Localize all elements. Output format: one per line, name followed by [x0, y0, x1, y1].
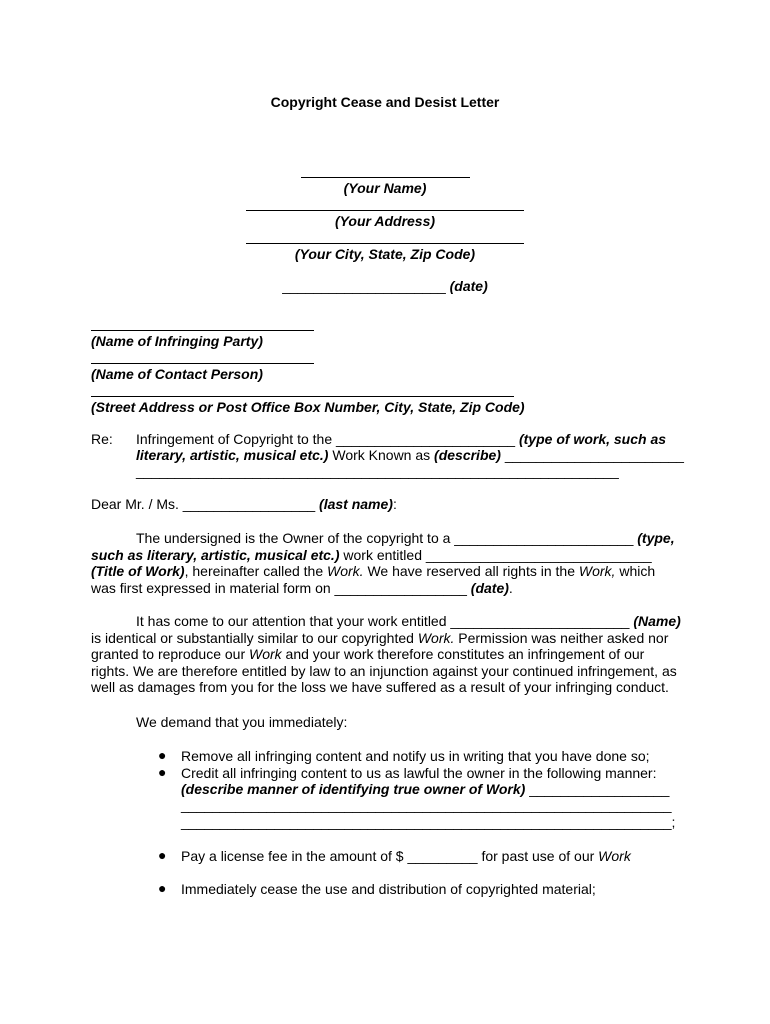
- your-city-line: [246, 243, 524, 244]
- bullet-icon: ●: [158, 847, 167, 863]
- p1-italic-work-1: Work.: [327, 563, 364, 579]
- credit-manner-blank: __________________: [525, 781, 670, 797]
- credit-manner-bold: (describe manner of identifying true owner of Work): [181, 781, 526, 797]
- p1-bold-date: (date): [470, 579, 509, 596]
- p2-text-2: is identical or substantially similar to our copyrighted: [91, 629, 418, 646]
- your-address-line: [246, 210, 524, 211]
- bullet-item-credit-line-3: _______________________________________________________________: [181, 797, 672, 813]
- re-line-1: [136, 431, 696, 448]
- bullet-icon: ●: [158, 747, 167, 763]
- bullet-item-remove: Remove all infringing content and notify us in writing that you have done so;: [181, 748, 650, 764]
- re-line-1-text: Infringement of Copyright to the _______________________: [136, 431, 519, 447]
- street-address-line: [91, 396, 514, 397]
- p1-italic-work-2: Work,: [578, 563, 616, 579]
- bullet-item-cease: Immediately cease the use and distribution of copyrighted material;: [181, 881, 596, 897]
- p2-bold-name: (Name): [633, 613, 681, 629]
- your-name-label: (Your Name): [343, 180, 427, 196]
- re-line-2: [136, 447, 684, 464]
- bullet-icon: ●: [158, 764, 167, 780]
- re-line-3: ______________________________________________________________: [136, 463, 619, 479]
- bullet-item-credit: Credit all infringing content to us as lawful the owner in the following manner:: [181, 765, 657, 781]
- p1-text-1: The undersigned is the Owner of the copyright to a _______________________: [136, 530, 638, 546]
- bullet-icon: ●: [158, 880, 167, 896]
- bullet-item-credit-line-4: _______________________________________________________________;: [181, 814, 676, 830]
- re-label: Re:: [91, 431, 113, 447]
- p1-bold-title: (Title of Work): [91, 563, 185, 579]
- re-line-1-bold: (type of work, such as: [518, 431, 667, 447]
- p2-text-4: and your work therefore constitutes an infringement of our rights. We are therefore entitled by law to an injunction against your continued infringement, as well as damages from you for the loss we have suffered as a result of your infringing conduct.: [91, 646, 677, 695]
- p1-text-5: which was first expressed in material form on _________________: [91, 563, 656, 596]
- license-fee-italic: Work: [598, 848, 631, 864]
- your-name-line: [301, 177, 470, 178]
- date-blank: _____________________: [282, 278, 446, 294]
- re-line-2-bold-2: (describe): [434, 447, 501, 463]
- p2-italic-work-1: Work.: [417, 629, 455, 646]
- contact-person-line: [91, 363, 314, 364]
- paragraph-ownership: [91, 530, 681, 596]
- salutation-colon: :: [392, 496, 397, 512]
- demand-statement: We demand that you immediately:: [136, 714, 348, 730]
- p1-text-3: , hereinafter called the: [184, 563, 328, 579]
- re-line-2-text: Work Known as: [328, 447, 435, 463]
- date-label: (date): [449, 278, 488, 294]
- salutation: [91, 496, 397, 513]
- p2-italic-work-2: Work: [249, 646, 282, 662]
- letter-title: Copyright Cease and Desist Letter: [270, 94, 500, 110]
- p1-bold-type: (type, such as literary, artistic, musical etc.): [91, 530, 675, 563]
- salutation-last-name: (last name): [319, 496, 393, 512]
- p1-text-6: .: [508, 579, 513, 596]
- your-address-label: (Your Address): [334, 213, 436, 229]
- infringing-party-label: (Name of Infringing Party): [91, 333, 263, 349]
- infringing-party-line: [91, 330, 314, 331]
- p1-text-4: We have reserved all rights in the: [363, 563, 579, 579]
- re-line-2-bold-1: literary, artistic, musical etc.): [136, 447, 329, 463]
- re-line-2-tail: _______________________: [500, 447, 684, 463]
- street-address-label: (Street Address or Post Office Box Number, City, State, Zip Code): [91, 399, 525, 415]
- p2-text-1: It has come to our attention that your work entitled _______________________: [136, 613, 634, 629]
- p1-text-2: work entitled _____________________________: [339, 546, 652, 563]
- paragraph-infringement: [91, 613, 681, 696]
- p2-text-3: Permission was neither asked nor granted to reproduce our: [91, 629, 669, 662]
- contact-person-label: (Name of Contact Person): [91, 366, 263, 382]
- license-fee-text: Pay a license fee in the amount of $ _________ for past use of our: [181, 848, 599, 864]
- bullet-item-license-fee: [181, 848, 631, 865]
- date-line: [0, 278, 770, 295]
- bullet-item-credit-line-2: [181, 781, 669, 798]
- salutation-text: Dear Mr. / Ms. _________________: [91, 496, 320, 512]
- your-city-label: (Your City, State, Zip Code): [294, 246, 476, 262]
